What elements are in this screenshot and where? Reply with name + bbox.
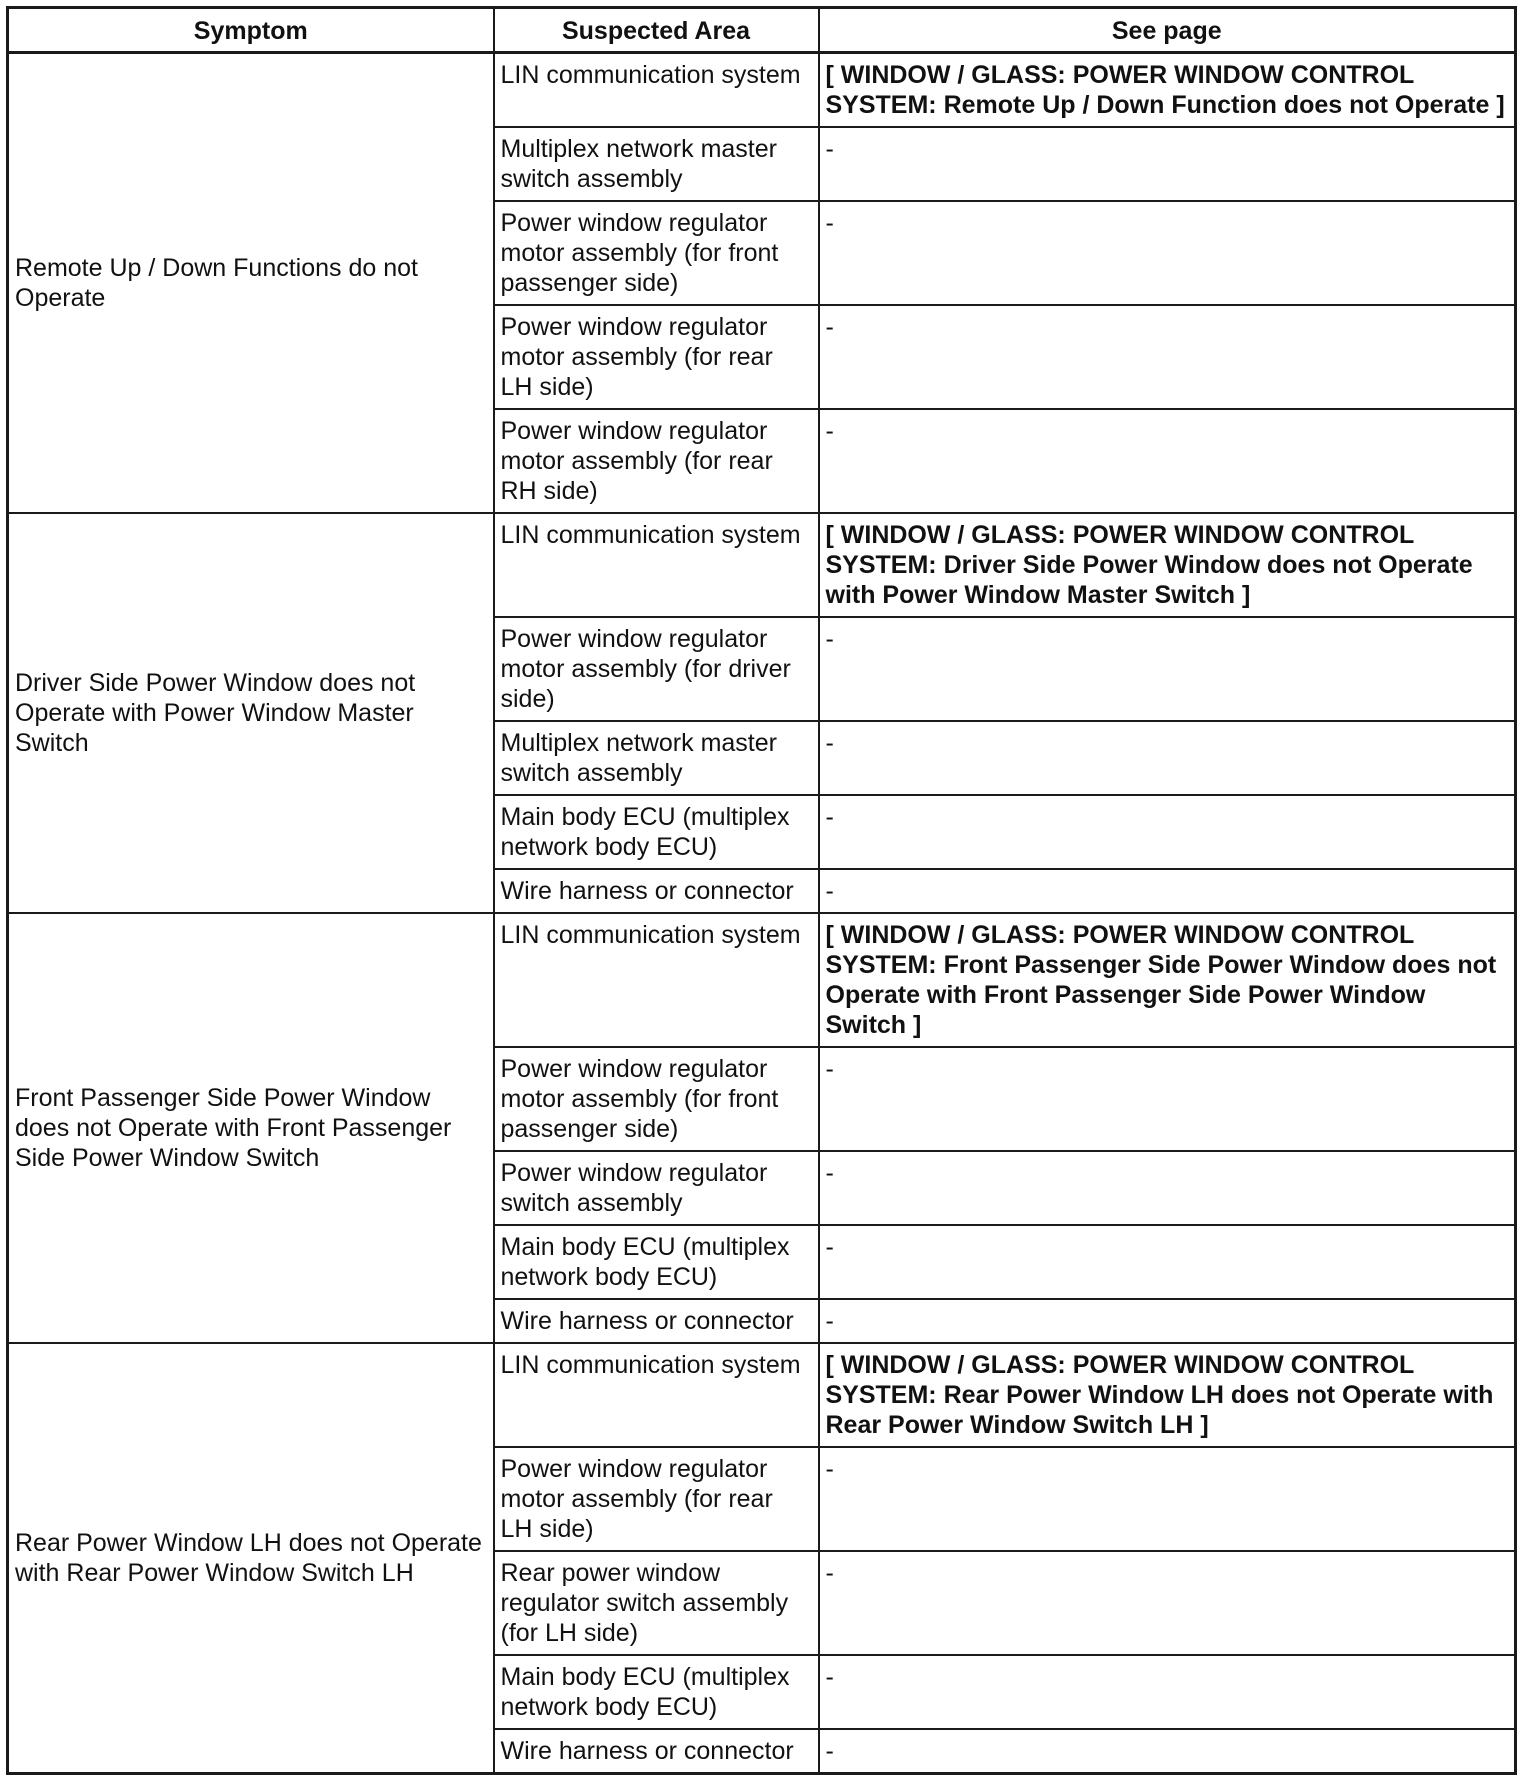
see-page-cell: - — [819, 1447, 1516, 1551]
see-page-cell: - — [819, 869, 1516, 913]
see-page-cell: - — [819, 201, 1516, 305]
see-page-cell: - — [819, 1225, 1516, 1299]
suspected-area-cell: Multiplex network master switch assembly — [494, 721, 819, 795]
symptom-cell: Rear Power Window LH does not Operate with Rear Power Window Switch LH — [8, 1343, 494, 1774]
see-page-cell: - — [819, 1047, 1516, 1151]
symptom-header: Symptom — [8, 8, 494, 53]
see-page-cell: - — [819, 127, 1516, 201]
see-page-cell: - — [819, 1299, 1516, 1343]
symptom-cell: Remote Up / Down Functions do not Operate — [8, 53, 494, 514]
suspected-area-cell: Main body ECU (multiplex network body ECU) — [494, 1655, 819, 1729]
see-page-cell: - — [819, 721, 1516, 795]
suspected-area-cell: Power window regulator motor assembly (for rear LH side) — [494, 1447, 819, 1551]
see-page-cell: - — [819, 1151, 1516, 1225]
table-row — [8, 1343, 1516, 1447]
suspected-area-cell: Power window regulator motor assembly (for rear RH side) — [494, 409, 819, 513]
see-page-header: See page — [819, 8, 1516, 53]
suspected-area-cell: Power window regulator motor assembly (for front passenger side) — [494, 1047, 819, 1151]
see-page-link[interactable]: [ WINDOW / GLASS: POWER WINDOW CONTROL SYSTEM: Rear Power Window LH does not Operate with Rear Power Window Switch LH ] — [819, 1343, 1516, 1447]
suspected-area-cell: Power window regulator motor assembly (for front passenger side) — [494, 201, 819, 305]
see-page-link[interactable]: [ WINDOW / GLASS: POWER WINDOW CONTROL SYSTEM: Remote Up / Down Function does not Operate ] — [819, 53, 1516, 128]
see-page-link[interactable]: [ WINDOW / GLASS: POWER WINDOW CONTROL SYSTEM: Driver Side Power Window does not Operate with Power Window Master Switch ] — [819, 513, 1516, 617]
suspected-area-cell: Power window regulator motor assembly (for driver side) — [494, 617, 819, 721]
see-page-cell: - — [819, 795, 1516, 869]
table-row — [8, 913, 1516, 1047]
see-page-link[interactable]: [ WINDOW / GLASS: POWER WINDOW CONTROL SYSTEM: Front Passenger Side Power Window does not Operate with Front Passenger Side Power Window Switch ] — [819, 913, 1516, 1047]
suspected-area-cell: Wire harness or connector — [494, 1729, 819, 1774]
see-page-cell: - — [819, 617, 1516, 721]
suspected-area-header: Suspected Area — [494, 8, 819, 53]
suspected-area-cell: Multiplex network master switch assembly — [494, 127, 819, 201]
suspected-area-cell: Main body ECU (multiplex network body ECU) — [494, 795, 819, 869]
suspected-area-cell: LIN communication system — [494, 913, 819, 1047]
suspected-area-cell: Wire harness or connector — [494, 1299, 819, 1343]
table-row — [8, 513, 1516, 617]
symptom-cell: Driver Side Power Window does not Operate with Power Window Master Switch — [8, 513, 494, 913]
see-page-cell: - — [819, 409, 1516, 513]
see-page-cell: - — [819, 1729, 1516, 1774]
see-page-cell: - — [819, 1551, 1516, 1655]
symptom-cell: Front Passenger Side Power Window does not Operate with Front Passenger Side Power Window Switch — [8, 913, 494, 1343]
header-row — [8, 8, 1516, 53]
suspected-area-cell: Wire harness or connector — [494, 869, 819, 913]
suspected-area-cell: Rear power window regulator switch assembly (for LH side) — [494, 1551, 819, 1655]
suspected-area-cell: Power window regulator motor assembly (for rear LH side) — [494, 305, 819, 409]
see-page-cell: - — [819, 1655, 1516, 1729]
suspected-area-cell: LIN communication system — [494, 513, 819, 617]
troubleshooting-table — [6, 6, 1517, 1775]
see-page-cell: - — [819, 305, 1516, 409]
suspected-area-cell: Main body ECU (multiplex network body ECU) — [494, 1225, 819, 1299]
suspected-area-cell: Power window regulator switch assembly — [494, 1151, 819, 1225]
table-row — [8, 53, 1516, 128]
suspected-area-cell: LIN communication system — [494, 53, 819, 128]
suspected-area-cell: LIN communication system — [494, 1343, 819, 1447]
